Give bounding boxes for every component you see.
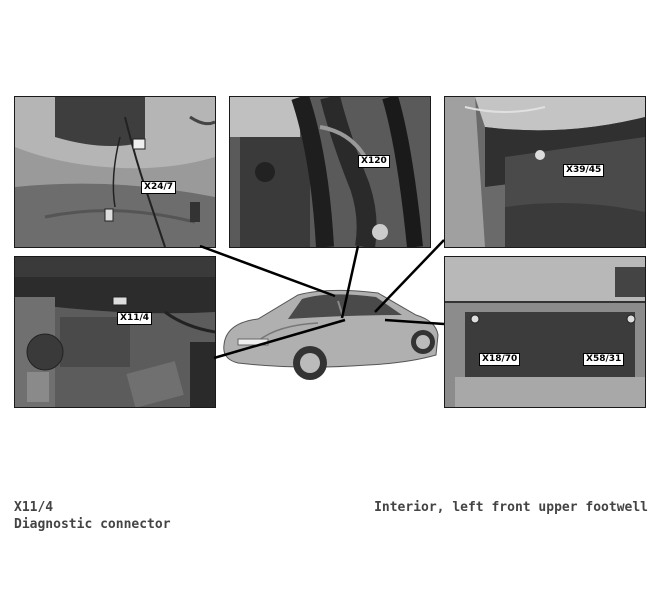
leader-line-glovebox xyxy=(385,320,444,324)
leader-line-x120 xyxy=(342,246,358,318)
label-x120: X120 xyxy=(358,155,390,168)
leader-line-x11-4 xyxy=(214,320,345,358)
label-x24-7: X24/7 xyxy=(141,181,176,194)
leader-line-x39-45 xyxy=(375,240,444,312)
label-x18-70: X18/70 xyxy=(479,353,520,366)
label-x58-31: X58/31 xyxy=(583,353,624,366)
component-code: X11/4 xyxy=(14,500,54,515)
label-x39-45: X39/45 xyxy=(563,164,604,177)
leader-line-x24-7 xyxy=(200,246,335,296)
component-name: Diagnostic connector xyxy=(14,517,171,532)
component-location: Interior, left front upper footwell xyxy=(374,500,648,515)
label-x11-4: X11/4 xyxy=(117,312,152,325)
